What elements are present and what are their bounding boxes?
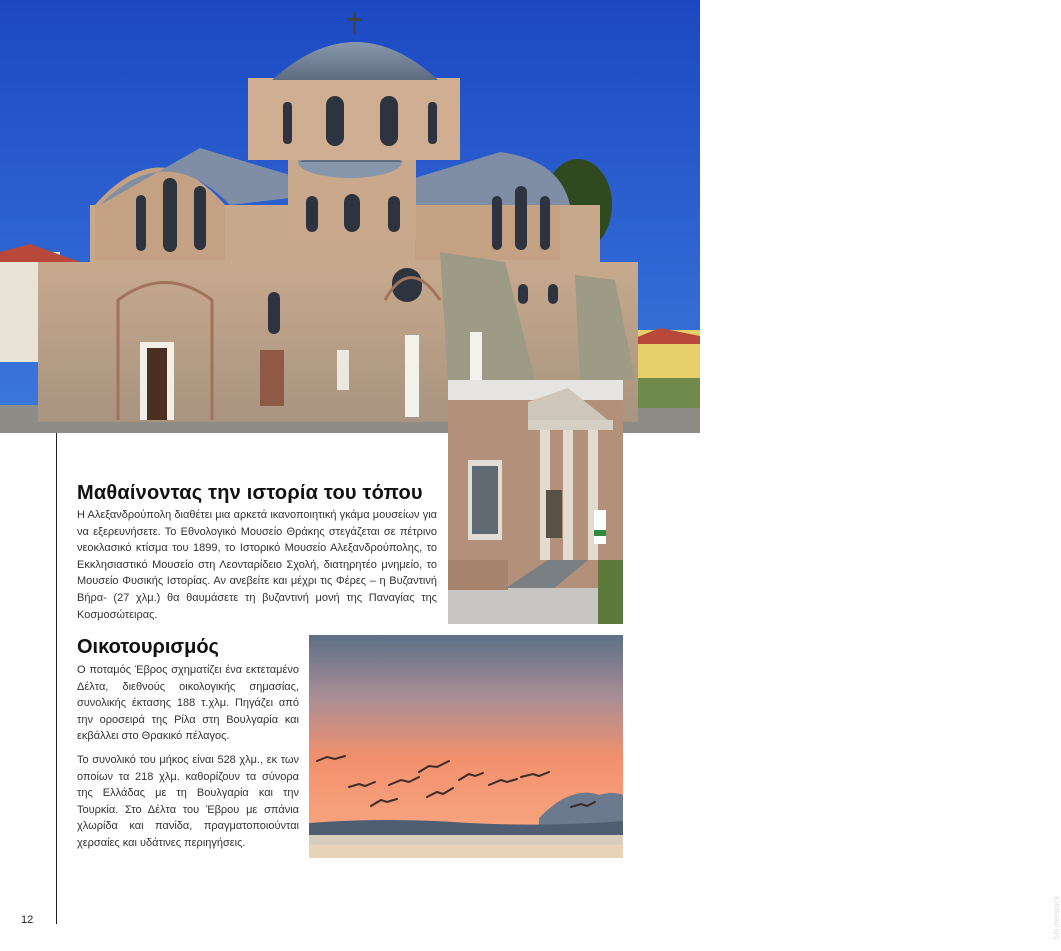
section-title-history: Μαθαίνοντας την ιστορία του τόπου	[77, 482, 423, 504]
page-number: 12	[21, 914, 34, 926]
section-body-ecotourism-2: Το συνολικό του μήκος είναι 528 χλμ., εκ των οποίων τα 218 χλμ. καθορίζουν τα σύνορα της Ελλάδας με τη Βουλγαρία και την Τουρκία. Στο Δέλτα του Έβρου με σπάνια χλωρίδα και πανίδα, πραγματοποιούνται χερσαίες και υδάτινες περιηγήσεις.	[77, 754, 299, 849]
church-photo	[0, 0, 700, 433]
section-body-ecotourism-1: Ο ποταμός Έβρος σχηματίζει ένα εκτεταμένο Δέλτα, διεθνούς οικολογικής σημασίας, συνολικής έκτασης 188 τ.χλμ. Πηγάζει από την οροσειρά της Ρίλα στη Βουλγαρία και εκβάλλει στο Θρακικό πέλαγος.	[77, 664, 299, 743]
photo-credit: Shutterstock	[1052, 895, 1061, 940]
flamingos-sunset-photo	[309, 635, 623, 858]
museum-photo	[448, 380, 1061, 940]
section-body-history: Η Αλεξανδρούπολη διαθέτει μια αρκετά ικανοποιητική γκάμα μουσείων για να εξερευνήσετε. Το Εθνολογικό Μουσείο Θράκης στεγάζεται σε πέτρινο νεοκλασικό κτίσμα του 1899, το Ιστορικό Μουσείο Αλεξανδρούπολης, το Εκκλησιαστικό Μουσείο στη Λεονταρίδειο Σχολή, διατηρητέο μνημείο, το Μουσείο Φυσικής Ιστορίας. Αν ανεβείτε και μέχρι τις Φέρες – η Βυζαντινή Βήρα- (27 χλμ.) θα θαυμάσετε τη βυζαντινή μονή της Παναγίας της Κοσμοσώτειρας.	[77, 509, 437, 621]
section-title-ecotourism: Οικοτουρισμός	[77, 636, 219, 658]
